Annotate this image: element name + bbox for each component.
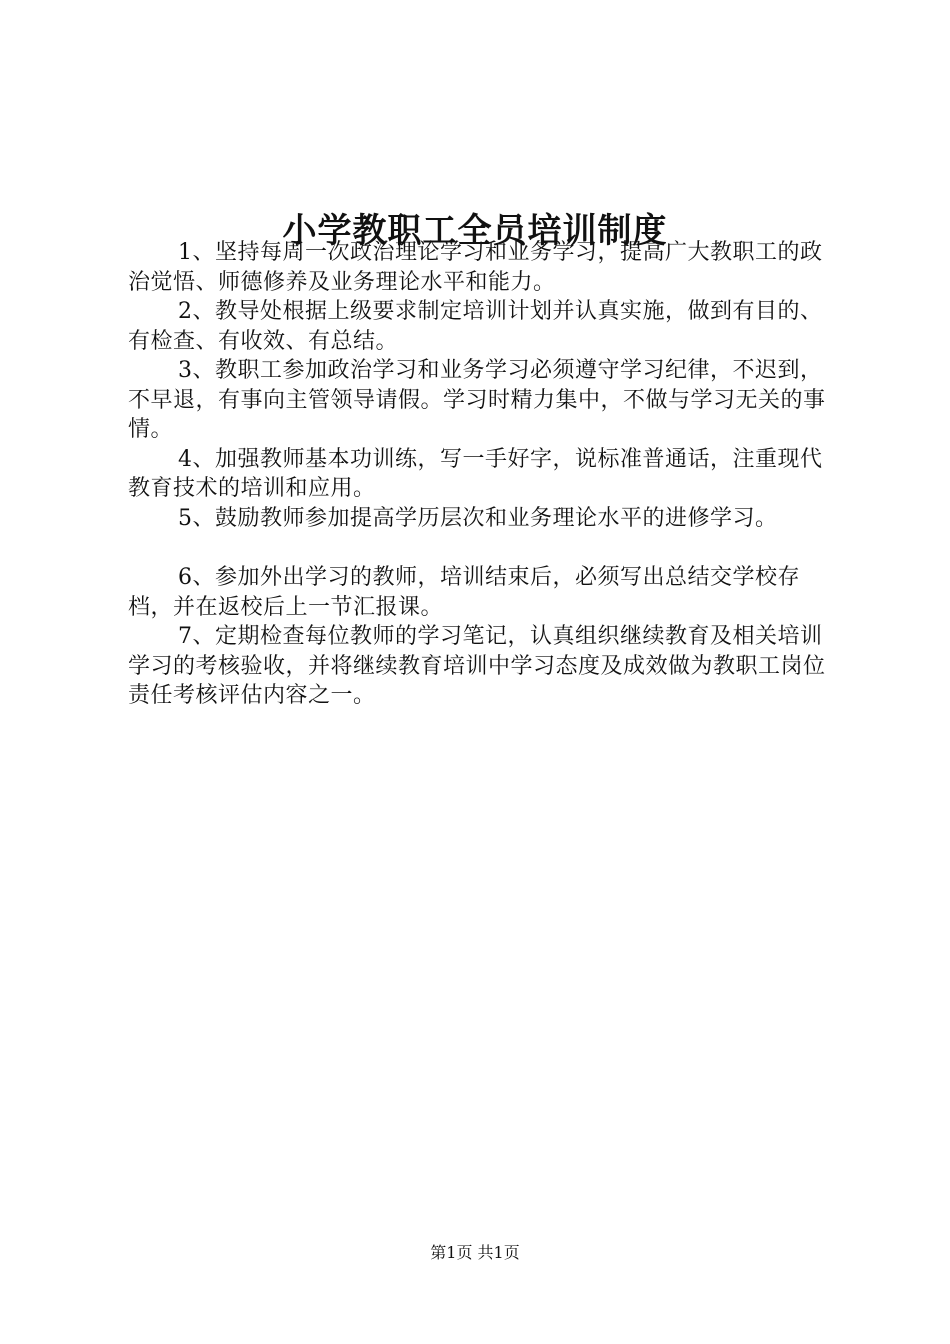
paragraph-spacer <box>128 533 840 563</box>
paragraph-7: 7、定期检查每位教师的学习笔记，认真组织继续教育及相关培训学习的考核验收，并将继续教育培训中学习态度及成效做为教职工岗位责任考核评估内容之一。 <box>128 624 826 708</box>
paragraph-3: 3、教职工参加政治学习和业务学习必须遵守学习纪律，不迟到，不早退，有事向主管领导请假。学习时精力集中，不做与学习无关的事情。 <box>128 358 826 442</box>
document-body <box>128 238 840 711</box>
paragraph-6: 6、参加外出学习的教师，培训结束后，必须写出总结交学校存档，并在返校后上一节汇报课。 <box>128 565 800 620</box>
document-title: 小学教职工全员培训制度 <box>282 210 668 251</box>
paragraph-2: 2、教导处根据上级要求制定培训计划并认真实施，做到有目的、有检查、有收效、有总结。 <box>128 299 823 354</box>
paragraph-5: 5、鼓励教师参加提高学历层次和业务理论水平的进修学习。 <box>178 505 778 531</box>
paragraph-1: 1、坚持每周一次政治理论学习和业务学习，提高广大教职工的政治觉悟、师德修养及业务理论水平和能力。 <box>128 240 823 295</box>
paragraph-4: 4、加强教师基本功训练，写一手好字，说标准普通话，注重现代教育技术的培训和应用。 <box>128 446 823 501</box>
page-footer: 第1页 共1页 <box>430 1243 520 1262</box>
